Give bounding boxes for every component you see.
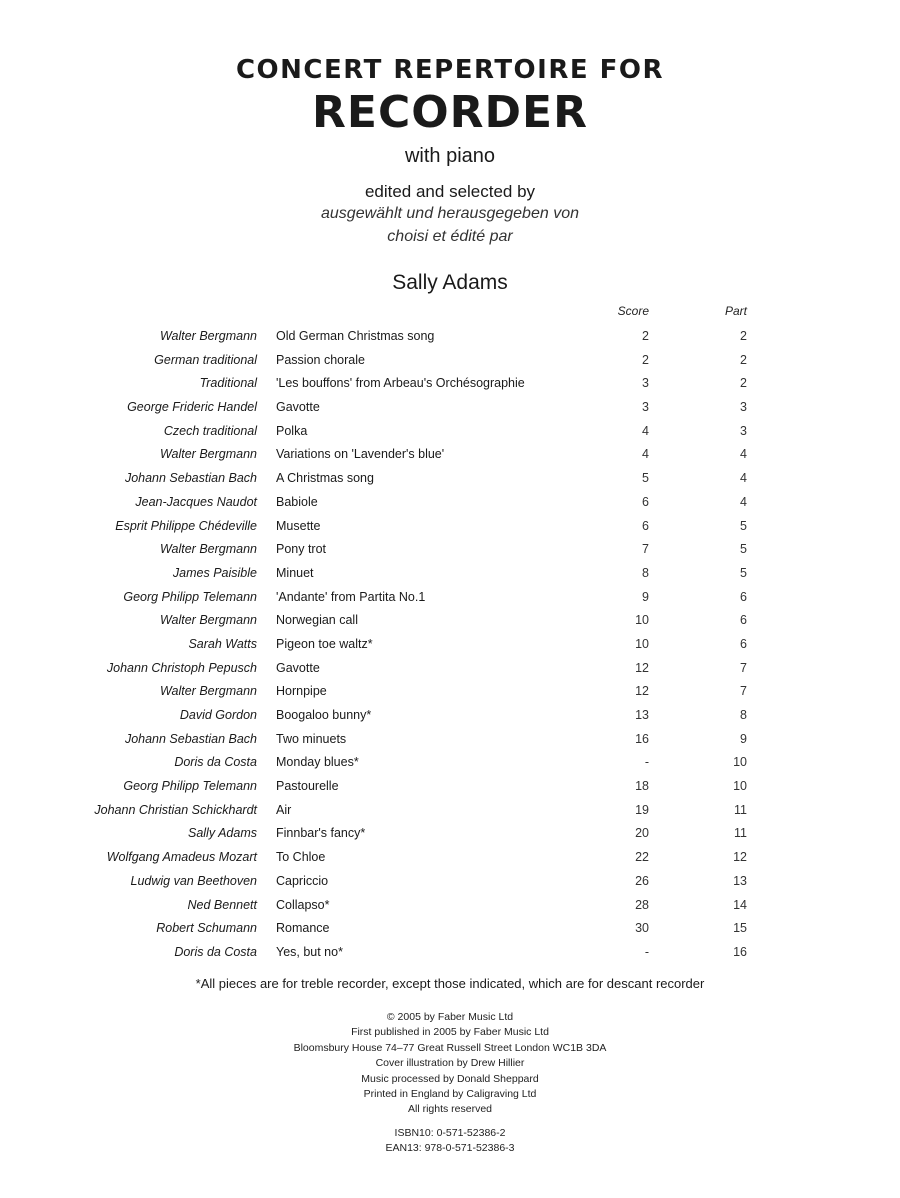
part-page: 16 bbox=[733, 944, 747, 959]
contents-row bbox=[0, 515, 900, 539]
part-page: 4 bbox=[740, 447, 747, 462]
supertitle: CONCERT REPERTOIRE FOR bbox=[235, 55, 665, 85]
imprint-line: Bloomsbury House 74–77 Great Russell Street London WC1B 3DA bbox=[293, 1041, 607, 1054]
score-page: 19 bbox=[635, 802, 649, 817]
part-column-header: Part bbox=[724, 304, 747, 318]
edited-by-de: ausgewählt und herausgegeben von bbox=[321, 205, 579, 222]
contents-row bbox=[0, 941, 900, 965]
contents-row bbox=[0, 396, 900, 420]
contents-row bbox=[0, 420, 900, 444]
composer-name: Walter Bergmann bbox=[159, 447, 257, 462]
piece-title: Pigeon toe waltz* bbox=[276, 636, 373, 651]
piece-title: Gavotte bbox=[276, 660, 320, 675]
piece-title: Polka bbox=[276, 423, 308, 438]
score-page: 5 bbox=[642, 471, 649, 486]
score-page: 13 bbox=[635, 708, 649, 722]
piece-title: Variations on 'Lavender's blue' bbox=[276, 447, 445, 462]
piece-title: Minuet bbox=[276, 565, 314, 580]
piece-title: Pony trot bbox=[276, 542, 327, 557]
part-page: 15 bbox=[733, 921, 747, 936]
piece-title: Finnbar's fancy* bbox=[276, 826, 366, 841]
score-page: 12 bbox=[635, 660, 649, 675]
contents-row bbox=[0, 538, 900, 562]
part-page: 7 bbox=[740, 660, 747, 675]
score-page: 6 bbox=[642, 518, 649, 533]
contents-row bbox=[0, 633, 900, 657]
composer-name: Traditional bbox=[199, 376, 257, 391]
edited-by-en: edited and selected by bbox=[364, 182, 536, 201]
piece-title: Yes, but no* bbox=[276, 944, 343, 959]
composer-name: Walter Bergmann bbox=[159, 329, 257, 343]
part-page: 2 bbox=[740, 352, 747, 367]
composer-name: Ned Bennett bbox=[187, 897, 257, 912]
score-page: 28 bbox=[635, 897, 649, 912]
footnote: *All pieces are for treble recorder, except those indicated, which are for descant recorder bbox=[195, 976, 705, 991]
composer-name: Esprit Philippe Chédeville bbox=[115, 518, 257, 533]
imprint-line: All rights reserved bbox=[407, 1103, 493, 1116]
composer-name: Sally Adams bbox=[187, 826, 257, 841]
piece-title: Boogaloo bunny* bbox=[276, 708, 372, 722]
score-page: 9 bbox=[642, 589, 649, 604]
contents-row bbox=[0, 609, 900, 633]
score-page: 3 bbox=[642, 400, 649, 415]
piece-title: Air bbox=[276, 802, 292, 817]
composer-name: James Paisible bbox=[172, 565, 257, 580]
composer-name: Robert Schumann bbox=[156, 921, 257, 936]
part-page: 6 bbox=[740, 636, 747, 651]
piece-title: Hornpipe bbox=[276, 684, 327, 699]
isbn-line: ISBN10: 0-571-52386-2 bbox=[394, 1127, 506, 1139]
part-page: 10 bbox=[733, 779, 747, 794]
score-page: 26 bbox=[635, 873, 649, 888]
score-page: 22 bbox=[635, 850, 649, 865]
contents-row bbox=[0, 467, 900, 491]
part-page: 4 bbox=[740, 471, 747, 486]
part-page: 12 bbox=[733, 850, 747, 865]
composer-name: George Frideric Handel bbox=[127, 400, 257, 415]
composer-name: Johann Sebastian Bach bbox=[124, 471, 257, 486]
piece-title: A Christmas song bbox=[276, 471, 374, 486]
contents-row bbox=[0, 894, 900, 918]
contents-list bbox=[0, 325, 900, 965]
contents-row bbox=[0, 917, 900, 941]
piece-title: To Chloe bbox=[276, 850, 326, 865]
edited-by-fr: choisi et édité par bbox=[387, 228, 513, 245]
composer-name: Walter Bergmann bbox=[159, 684, 257, 699]
main-title: RECORDER bbox=[312, 87, 588, 138]
score-page: 18 bbox=[635, 779, 649, 794]
part-page: 2 bbox=[740, 329, 747, 343]
composer-name: Georg Philipp Telemann bbox=[123, 589, 257, 604]
composer-name: Czech traditional bbox=[163, 423, 257, 438]
composer-name: Johann Sebastian Bach bbox=[124, 731, 257, 746]
contents-row bbox=[0, 349, 900, 373]
part-page: 5 bbox=[740, 565, 747, 580]
part-page: 5 bbox=[740, 542, 747, 557]
piece-title: Monday blues* bbox=[276, 755, 359, 770]
part-page: 2 bbox=[740, 376, 747, 391]
imprint-line: First published in 2005 by Faber Music Ltd bbox=[351, 1026, 549, 1039]
contents-row bbox=[0, 775, 900, 799]
piece-title: Old German Christmas song bbox=[276, 329, 435, 343]
score-page: - bbox=[644, 755, 649, 770]
piece-title: Babiole bbox=[276, 494, 318, 509]
composer-name: Sarah Watts bbox=[188, 636, 257, 651]
composer-name: Johann Christian Schickhardt bbox=[94, 802, 257, 817]
composer-name: Doris da Costa bbox=[174, 755, 257, 770]
isbn-block bbox=[0, 1126, 900, 1157]
part-page: 8 bbox=[740, 708, 747, 722]
composer-name: Wolfgang Amadeus Mozart bbox=[106, 850, 257, 865]
piece-title: Passion chorale bbox=[276, 352, 365, 367]
score-column-header: Score bbox=[617, 304, 649, 318]
contents-row bbox=[0, 586, 900, 610]
composer-name: David Gordon bbox=[179, 708, 257, 722]
contents-row bbox=[0, 325, 900, 349]
publisher-imprint bbox=[0, 1010, 900, 1118]
contents-row bbox=[0, 751, 900, 775]
piece-title: Musette bbox=[276, 518, 321, 533]
score-page: 2 bbox=[642, 352, 649, 367]
composer-name: Ludwig van Beethoven bbox=[130, 873, 257, 888]
part-page: 9 bbox=[740, 731, 747, 746]
part-page: 5 bbox=[740, 518, 747, 533]
contents-row bbox=[0, 846, 900, 870]
part-page: 3 bbox=[740, 400, 747, 415]
contents-row bbox=[0, 491, 900, 515]
contents-row bbox=[0, 372, 900, 396]
part-page: 13 bbox=[733, 873, 747, 888]
composer-name: Jean-Jacques Naudot bbox=[135, 494, 257, 509]
score-page: 8 bbox=[642, 565, 649, 580]
part-page: 3 bbox=[740, 423, 747, 438]
subtitle: with piano bbox=[404, 145, 496, 167]
part-page: 11 bbox=[734, 802, 747, 817]
piece-title: Pastourelle bbox=[276, 779, 339, 794]
contents-row bbox=[0, 680, 900, 704]
composer-name: German traditional bbox=[154, 352, 257, 367]
score-page: 20 bbox=[635, 826, 649, 841]
contents-row bbox=[0, 657, 900, 681]
piece-title: 'Les bouffons' from Arbeau's Orchésographie bbox=[276, 376, 525, 391]
score-page: 30 bbox=[635, 921, 649, 936]
contents-row bbox=[0, 443, 900, 467]
piece-title: Gavotte bbox=[276, 400, 320, 415]
score-page: 10 bbox=[635, 613, 649, 628]
contents-row bbox=[0, 562, 900, 586]
imprint-line: Printed in England by Caligraving Ltd bbox=[363, 1088, 537, 1101]
isbn-line: EAN13: 978-0-571-52386-3 bbox=[385, 1142, 515, 1155]
score-page: 3 bbox=[642, 376, 649, 391]
piece-title: Norwegian call bbox=[276, 613, 358, 628]
composer-name: Georg Philipp Telemann bbox=[123, 779, 257, 794]
part-page: 6 bbox=[740, 613, 747, 628]
part-page: 10 bbox=[733, 755, 747, 770]
piece-title: 'Andante' from Partita No.1 bbox=[276, 589, 426, 604]
contents-row bbox=[0, 704, 900, 728]
score-page: - bbox=[644, 944, 649, 959]
score-page: 4 bbox=[642, 447, 649, 462]
piece-title: Romance bbox=[276, 921, 330, 936]
score-page: 10 bbox=[635, 636, 649, 651]
part-page: 11 bbox=[734, 826, 747, 841]
score-page: 2 bbox=[642, 329, 649, 343]
contents-row bbox=[0, 870, 900, 894]
score-page: 7 bbox=[642, 542, 649, 557]
score-page: 4 bbox=[642, 423, 649, 438]
contents-row bbox=[0, 822, 900, 846]
piece-title: Collapso* bbox=[276, 897, 330, 912]
composer-name: Walter Bergmann bbox=[159, 542, 257, 557]
imprint-line: © 2005 by Faber Music Ltd bbox=[386, 1011, 514, 1023]
part-page: 6 bbox=[740, 589, 747, 604]
score-page: 12 bbox=[635, 684, 649, 699]
piece-title: Capriccio bbox=[276, 873, 329, 888]
contents-row bbox=[0, 728, 900, 752]
score-page: 6 bbox=[642, 494, 649, 509]
part-page: 7 bbox=[740, 684, 747, 699]
contents-row bbox=[0, 799, 900, 823]
composer-name: Johann Christoph Pepusch bbox=[106, 660, 257, 675]
composer-name: Doris da Costa bbox=[174, 944, 257, 959]
editor-name: Sally Adams bbox=[392, 271, 508, 294]
imprint-line: Cover illustration by Drew Hillier bbox=[375, 1057, 525, 1070]
part-page: 4 bbox=[740, 494, 747, 509]
piece-title: Two minuets bbox=[276, 731, 347, 746]
score-page: 16 bbox=[635, 731, 649, 746]
part-page: 14 bbox=[733, 897, 747, 912]
imprint-line: Music processed by Donald Sheppard bbox=[361, 1072, 539, 1085]
composer-name: Walter Bergmann bbox=[159, 613, 257, 628]
